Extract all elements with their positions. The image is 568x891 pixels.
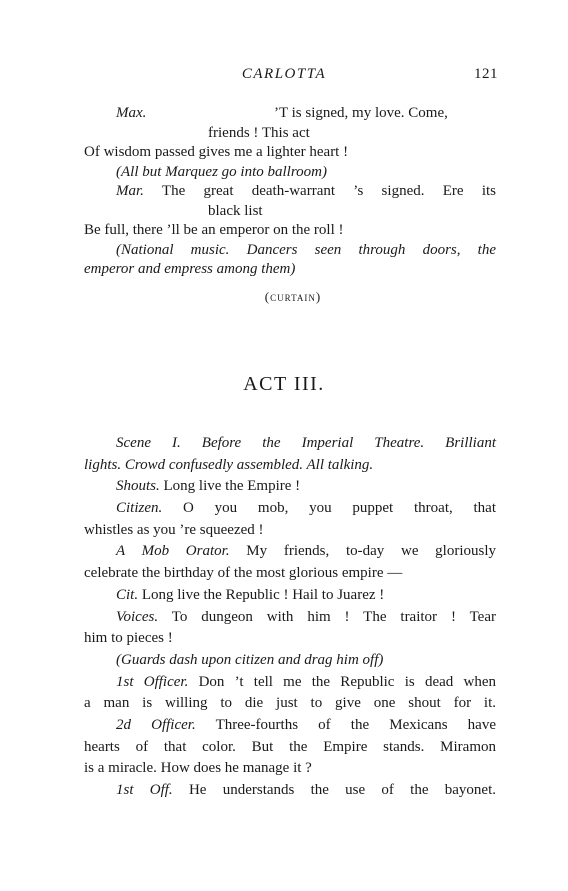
verse-line: Of wisdom passed gives me a lighter heart ! (84, 144, 349, 160)
dialogue-line (84, 607, 496, 629)
speech-text: My friends, to-day we gloriously (246, 543, 497, 560)
speech-text: ’T is signed, my love. Come, (274, 105, 448, 121)
dialogue-line (84, 715, 496, 737)
prose-line: him to pieces ! (84, 630, 173, 647)
speaker-name: Voices. (116, 608, 159, 625)
dialogue-line (84, 780, 496, 802)
verse-continuation: black list (208, 202, 263, 219)
prose-line: hearts of that color. But the Empire stands. Miramon (84, 738, 496, 755)
prose-line: celebrate the birthday of the most glorious empire — (84, 565, 403, 582)
dialogue-line (84, 672, 496, 694)
speech-text: The great death-warrant ’s signed. Ere its (161, 183, 496, 199)
speech-text: To dungeon with him ! The traitor ! Tear (171, 608, 496, 625)
speaker-name: Shouts. (116, 478, 160, 495)
stage-direction: (National music. Dancers seen through doors, the (116, 241, 496, 258)
prose-line: a man is willing to die just to give one shout for it. (84, 695, 496, 712)
page-number: 121 (474, 66, 498, 82)
curtain-label: (curtain) (264, 288, 322, 304)
speech-text: O you mob, you puppet throat, that (183, 500, 496, 517)
act-three-scene-one (84, 433, 496, 802)
speaker-name: 2d Officer. (116, 716, 196, 733)
act-two-ending (84, 104, 496, 306)
dialogue-line (84, 541, 496, 563)
speaker-name: Cit. (116, 586, 139, 603)
act-heading: ACT III. (243, 373, 325, 395)
dialogue-line (84, 182, 496, 202)
speech-text: Long live the Empire ! (163, 478, 301, 495)
speaker-name: Citizen. (116, 500, 163, 517)
speech-text: Long live the Republic ! Hail to Juarez ! (141, 586, 385, 603)
dialogue-line (84, 498, 496, 520)
speaker-name: A Mob Orator. (116, 543, 230, 560)
speaker-name: 1st Off. (116, 782, 173, 798)
dialogue-line (84, 476, 496, 498)
stage-direction: (All but Marquez go into ballroom) (116, 163, 327, 180)
scene-description: lights. Crowd confusedly assembled. All talking. (84, 456, 374, 473)
speaker-name: 1st Officer. (116, 673, 189, 690)
dialogue-line (84, 104, 496, 124)
verse-continuation: friends ! This act (208, 124, 310, 141)
prose-line: is a miracle. How does he manage it ? (84, 760, 312, 777)
speech-text: Don ’t tell me the Republic is dead when (198, 673, 496, 690)
speaker-name: Max. (116, 105, 147, 121)
scene-heading: Scene I. Before the Imperial Theatre. Brilliant (116, 435, 496, 451)
prose-line: whistles as you ’re squeezed ! (84, 521, 264, 538)
running-title: CARLOTTA (241, 66, 327, 82)
running-header (0, 66, 568, 88)
dialogue-line (84, 585, 496, 607)
speech-text: Three-fourths of the Mexicans have (215, 716, 496, 733)
stage-direction: (Guards dash upon citizen and drag him off) (116, 651, 384, 668)
verse-line: Be full, there ’ll be an emperor on the roll ! (84, 222, 344, 238)
stage-direction-continued: emperor and empress among them) (84, 261, 296, 277)
speech-text: He understands the use of the bayonet. (188, 782, 496, 798)
speaker-name: Mar. (116, 183, 144, 199)
curtain-direction (84, 287, 496, 307)
